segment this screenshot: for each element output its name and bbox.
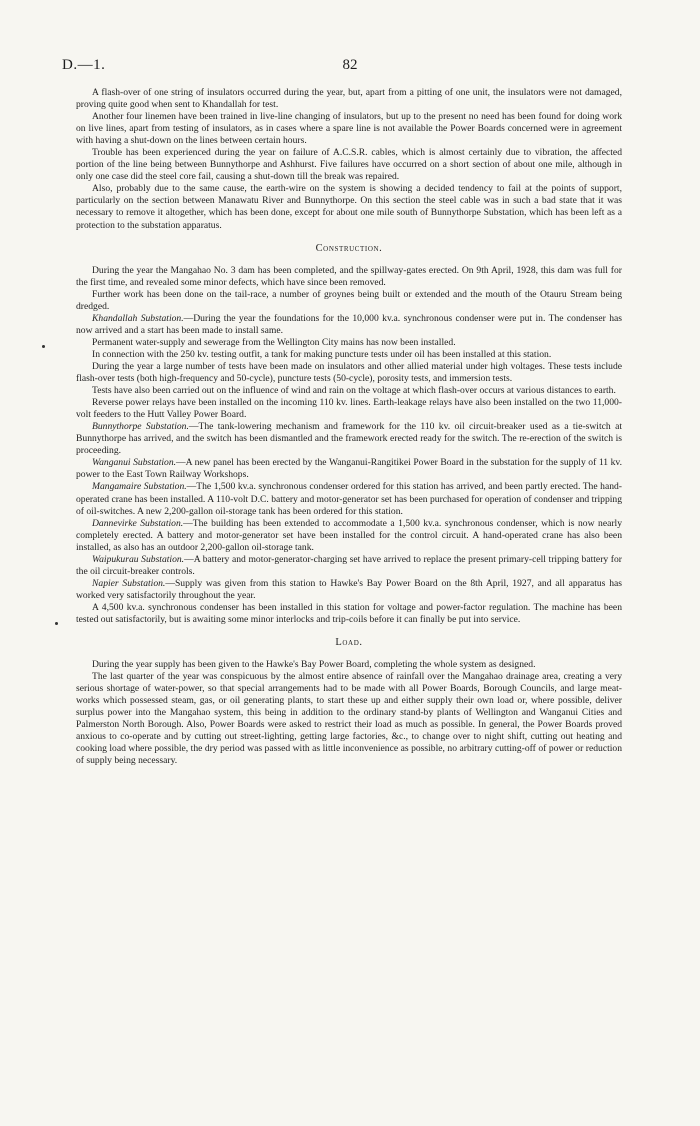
paragraph-wanganui [76,457,622,481]
paragraph: The last quarter of the year was conspicuous by the almost entire absence of rainfall over the Mangahao drainage area, creating a very serious shortage of water-power, so that special arrangements had to be made with all Power Boards, Borough Councils, and large meat-works which possessed steam, gas, or oil generating plants, to start these up and either supply their own load or, where possible, deliver surplus power into the Mangahao system, this being in addition to the ordinary stand-by plants of Wellington and Wanganui Cities and Palmerston North Borough. Also, Power Boards were asked to restrict their load as much as possible. In general, the Power Boards proved anxious to co-operate and by cutting out street-lighting, getting large factories, &c., to change over to night shift, cutting out heating and cooking load where possible, the dry period was passed with as little inconvenience as possible, no arbitrary cutting-off of power or reduction of supply being necessary. [76,671,622,767]
page-header [62,57,638,77]
paragraph: Tests have also been carried out on the influence of wind and rain on the voltage at which flash-over occurs at various distances to earth. [92,385,616,397]
paragraph: During the year a large number of tests have been made on insulators and other allied material under high voltages. These tests include flash-over tests (both high-frequency and 50-cycle), puncture tests (50-cycle), porosity tests, and immersion tests. [76,360,622,385]
document-body [76,87,622,767]
subsection-text: —The 1,500 kv.a. synchronous condenser ordered for this station has arrived, and been partly erected. The hand-operated crane has been installed. A 110-volt D.C. battery and motor-generator set has been purchased for operation of condenser and tripping of oil-switches. A new 2,200-gallon oil-storage tank has been ordered for this station. [76,481,622,517]
paragraph: A 4,500 kv.a. synchronous condenser has been installed in this station for voltage and power-factor regulation. The machine has been tested out satisfactorily, but is awaiting some minor interlocks and trip-coils before it can finally be put into service. [76,601,622,625]
paragraph-napier [76,578,622,602]
paragraph: Trouble has been experienced during the year on failure of A.C.S.R. cables, which is almost certainly due to vibration, the affected portion of the line being between Bunnythorpe and Ashhurst. Five failures have occurred on a short section of about one mile, although in only one case did the steel core fail, causing a shut-down till the break was repaired. [76,147,622,183]
section-heading-construction: Construction. [315,242,383,254]
margin-mark [55,622,58,625]
subsection-title: Bunnythorpe Substation. [92,421,189,433]
paragraph: A flash-over of one string of insulators occurred during the year, but, apart from a pitting of one unit, the insulators were not damaged, proving quite good when sent to Khandallah for test. [76,87,622,111]
subsection-text: —Supply was given from this station to Hawke's Bay Power Board on the 8th April, 1927, and all apparatus has worked very satisfactorily throughout the year. [76,577,622,601]
paragraph: Another four linemen have been trained in live-line changing of insulators, but up to the present no need has been found for doing work on live lines, apart from testing of insulators, as in cases where a spare line is not available the Power Boards concerned were in agreement with having a shut-down on the lines between certain hours. [76,111,622,147]
paragraph: Further work has been done on the tail-race, a number of groynes being built or extended and the mouth of the Otauru Stream being dredged. [76,288,622,312]
page-number: 82 [342,57,358,73]
subsection-text: —A battery and motor-generator-charging set have arrived to replace the present primary-cell tripping battery for the oil circuit-breaker controls. [76,553,622,577]
subsection-text: —During the year the foundations for the 10,000 kv.a. synchronous condenser were put in. The condenser has now arrived and a start has been made to install same. [76,312,622,336]
subsection-text: —The building has been extended to accommodate a 1,500 kv.a. synchronous condenser, which is now nearly completely erected. A battery and motor-generator set have been installed for the control circuit. A hand-operated crane has also been installed, as also has an outdoor 2,200-gallon oil-storage tank. [76,517,623,553]
paragraph: During the year the Mangahao No. 3 dam has been completed, and the spillway-gates erected. On 9th April, 1928, this dam was full for the first time, and revealed some minor defects, which have since been removed. [76,264,622,288]
margin-mark [42,345,45,348]
paragraph: Also, probably due to the same cause, the earth-wire on the system is showing a decided tendency to fail at the points of support, particularly on the section between Manawatu River and Bunnythorpe. On this section the steel cable was in such a bad state that it was necessary to remove it altogether, which has been done, except for about one mile south of Bunnythorpe Substation, which has been left as a protection to the substation apparatus. [76,183,622,231]
paragraph-dannevirke [76,518,622,554]
section-heading-load: Load. [335,637,363,649]
subsection-title: Waipukurau Substation. [92,553,185,565]
paragraph-waipukurau [76,554,622,578]
paragraph-bunnythorpe [76,421,622,457]
subsection-title: Wanganui Substation. [92,457,177,469]
subsection-text: —A new panel has been erected by the Wanganui-Rangitikei Power Board in the substation for the supply of 11 kv. power to the East Town Railway Workshops. [76,457,622,481]
paragraph-mangamaire [76,481,622,517]
paragraph: In connection with the 250 kv. testing outfit, a tank for making puncture tests under oil has been installed at this station. [92,348,552,360]
subsection-text: —The tank-lowering mechanism and framework for the 110 kv. oil circuit-breaker used as a tie-switch at Bunnythorpe has arrived, and the switch has been dismantled and the framework erected ready for the switch. The re-erection of the switch is proceeding. [76,421,622,457]
subsection-title: Napier Substation. [92,577,166,589]
subsection-title: Mangamaire Substation. [92,481,187,493]
paragraph: During the year supply has been given to the Hawke's Bay Power Board, completing the whole system as designed. [92,659,536,671]
paragraph: Permanent water-supply and sewerage from the Wellington City mains has now been installed. [92,336,456,348]
document-code: D.—1. [62,57,106,73]
paragraph-khandallah [76,313,622,337]
subsection-title: Khandallah Substation. [92,312,184,324]
subsection-title: Dannevirke Substation. [92,517,184,529]
paragraph: Reverse power relays have been installed on the incoming 110 kv. lines. Earth-leakage relays have also been installed on the two 11,000-volt feeders to the Hutt Valley Power Board. [76,397,622,421]
